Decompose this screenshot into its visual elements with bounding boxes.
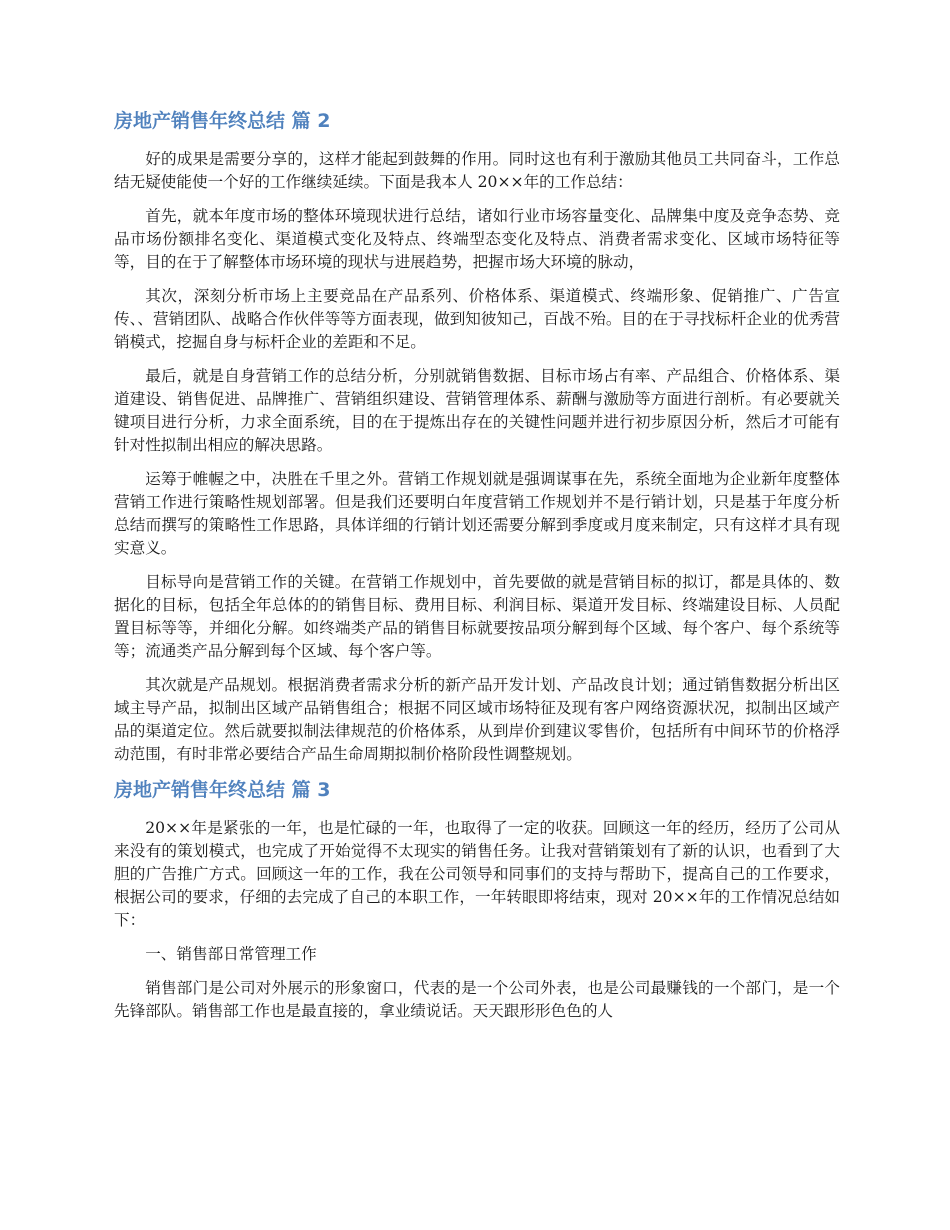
paragraph: 运筹于帷幄之中，决胜在千里之外。营销工作规划就是强调谋事在先，系统全面地为企业新年度整体营销工作进行策略性规划部署。但是我们还要明白年度营销工作规划并不是行销计划，只是基于年度分析总结而撰写的策略性工作思路，具体详细的行销计划还需要分解到季度或月度来制定，只有这样才具有现实意义。 [114,470,840,557]
subheading-paragraph: 一、销售部日常管理工作 [145,945,317,963]
section-heading: 房地产销售年终总结 篇 2 [114,110,331,132]
document-page [114,108,840,1034]
paragraph: 其次就是产品规划。根据消费者需求分析的新产品开发计划、产品改良计划；通过销售数据分析出区域主导产品，拟制出区域产品销售组合；根据不同区域市场特征及现有客户网络资源状况，拟制出区域产品的渠道定位。然后就要拟制法律规范的价格体系，从到岸价到建议零售价，包括所有中间环节的价格浮动范围，有时非常必要结合产品生命周期拟制价格阶段性调整规划。 [114,676,840,763]
paragraph: 20××年是紧张的一年，也是忙碌的一年，也取得了一定的收获。回顾这一年的经历，经历了公司从来没有的策划模式，也完成了开始觉得不太现实的销售任务。让我对营销策划有了新的认识，也看到了大胆的广告推广方式。回顾这一年的工作，我在公司领导和同事们的支持与帮助下，提高自己的工作要求，根据公司的要求，仔细的去完成了自己的本职工作，一年转眼即将结束，现对 20××年的工作情况总结如下： [114,819,840,929]
paragraph: 首先，就本年度市场的整体环境现状进行总结，诸如行业市场容量变化、品牌集中度及竞争态势、竞品市场份额排名变化、渠道模式变化及特点、终端型态变化及特点、消费者需求变化、区域市场特征等等，目的在于了解整体市场环境的现状与进展趋势，把握市场大环境的脉动， [114,207,840,271]
section-heading: 房地产销售年终总结 篇 3 [114,779,331,801]
paragraph: 好的成果是需要分享的，这样才能起到鼓舞的作用。同时这也有利于激励其他员工共同奋斗，工作总结无疑使能使一个好的工作继续延续。下面是我本人 20××年的工作总结： [114,150,840,191]
paragraph: 目标导向是营销工作的关键。在营销工作规划中，首先要做的就是营销目标的拟订，都是具体的、数据化的目标，包括全年总体的的销售目标、费用目标、利润目标、渠道开发目标、终端建设目标、人员配置目标等等，并细化分解。如终端类产品的销售目标就要按品项分解到每个区域、每个客户、每个系统等等；流通类产品分解到每个区域、每个客户等。 [114,573,840,660]
paragraph: 其次，深刻分析市场上主要竞品在产品系列、价格体系、渠道模式、终端形象、促销推广、广告宣传、、营销团队、战略合作伙伴等等方面表现，做到知彼知己，百战不殆。目的在于寻找标杆企业的优秀营销模式，挖掘自身与标杆企业的差距和不足。 [114,287,840,351]
paragraph: 最后，就是自身营销工作的总结分析，分别就销售数据、目标市场占有率、产品组合、价格体系、渠道建设、销售促进、品牌推广、营销组织建设、营销管理体系、薪酬与激励等方面进行剖析。有必要就关键项目进行分析，力求全面系统，目的在于提炼出存在的关键性问题并进行初步原因分析，然后才可能有针对性拟制出相应的解决思路。 [114,367,840,454]
paragraph: 销售部门是公司对外展示的形象窗口，代表的是一个公司外表，也是公司最赚钱的一个部门，是一个先锋部队。销售部工作也是最直接的，拿业绩说话。天天跟形形色色的人 [114,979,840,1020]
